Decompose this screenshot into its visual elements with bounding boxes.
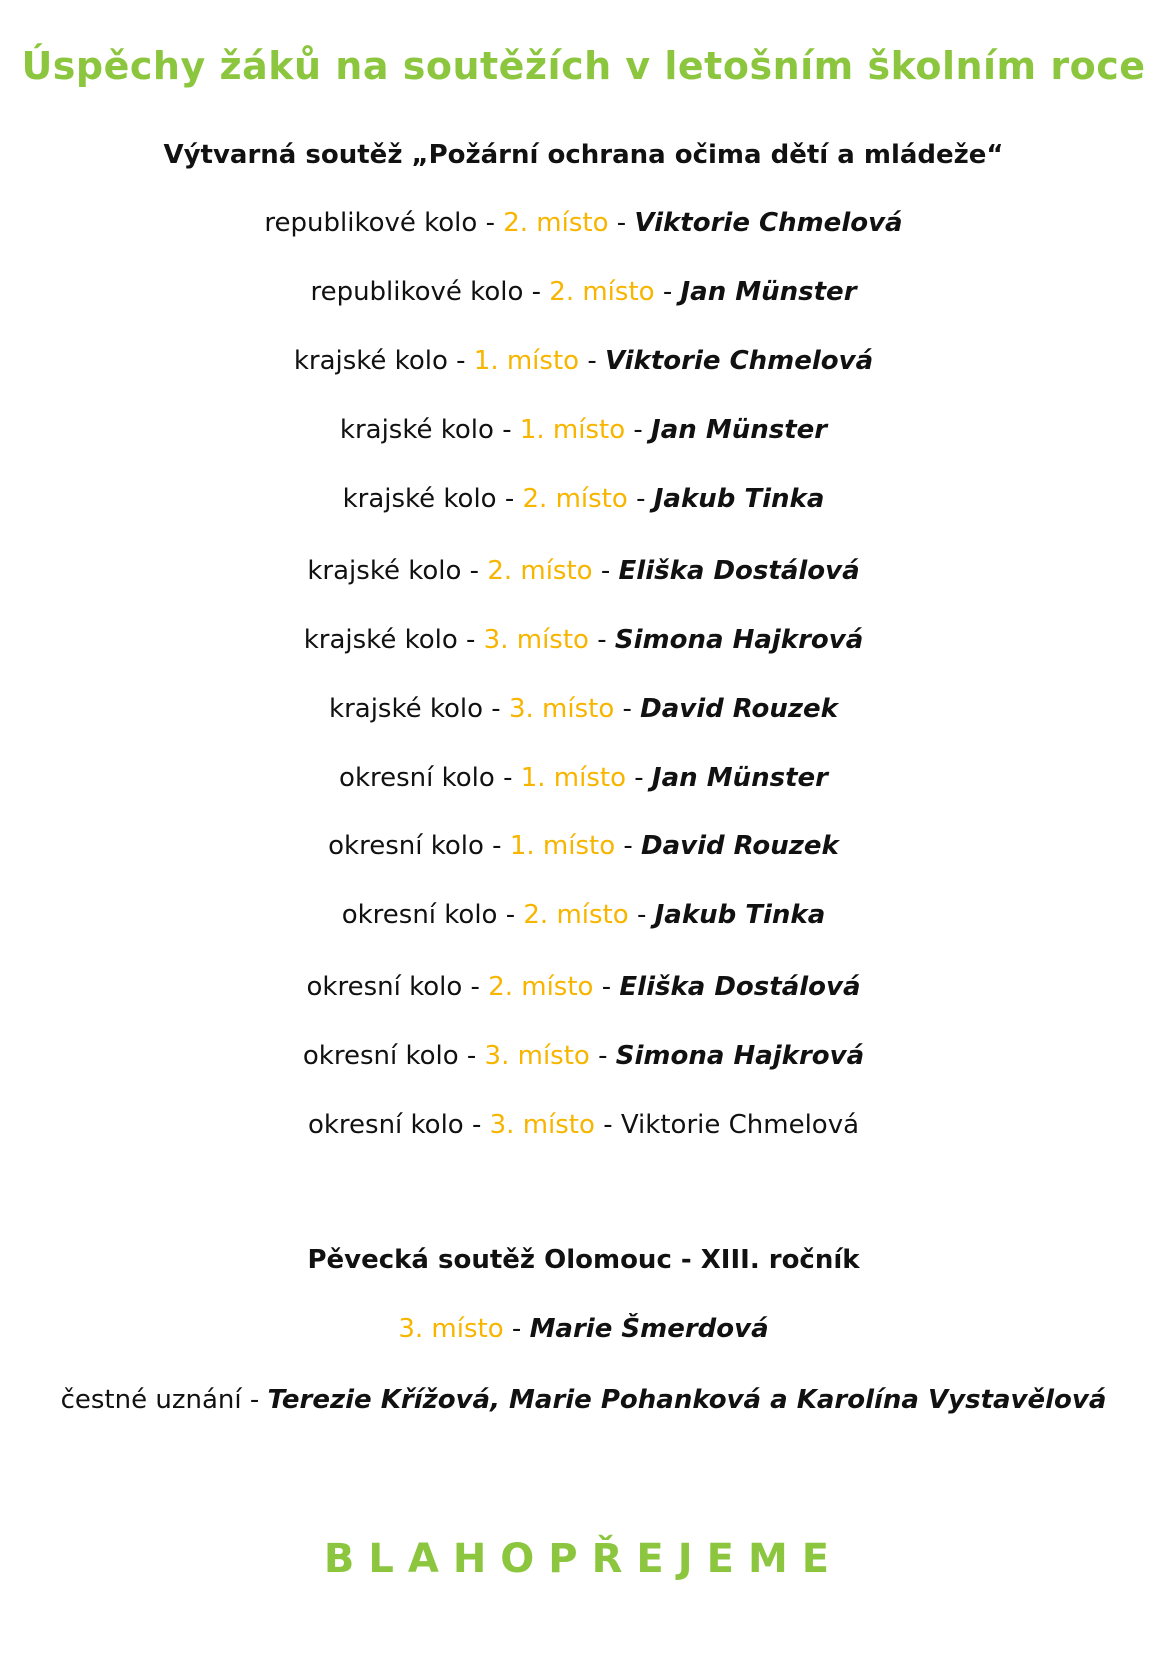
result-round: republikové kolo: [310, 277, 524, 307]
result-separator: -: [456, 346, 466, 376]
result-separator: -: [622, 694, 632, 724]
result-separator: -: [634, 763, 644, 793]
result-separator: -: [636, 484, 646, 514]
result-name: Jakub Tinka: [654, 900, 826, 930]
result-round: okresní kolo: [328, 831, 484, 861]
result-separator: -: [492, 831, 502, 861]
result-place: 1. místo: [473, 346, 580, 376]
result-separator: -: [600, 556, 611, 586]
result-round: krajské kolo: [329, 694, 484, 724]
result-separator: -: [601, 972, 612, 1002]
result-separator: -: [616, 208, 627, 238]
result-separator: -: [511, 1314, 522, 1344]
result-place: 3. místo: [483, 625, 589, 655]
honorable-mention-names: Terezie Křížová, Marie Pohanková a Karolína Vystavělová: [267, 1385, 1107, 1415]
result-separator: -: [662, 277, 673, 307]
result-name: Viktorie Chmelová: [620, 1110, 860, 1140]
result-place: 1. místo: [520, 763, 626, 793]
result-round: okresní kolo: [307, 1110, 464, 1140]
result-name: Marie Šmerdová: [529, 1314, 769, 1344]
result-name: Eliška Dostálová: [618, 556, 860, 586]
result-separator: -: [249, 1385, 260, 1415]
result-separator: -: [597, 625, 607, 655]
result-name: Simona Hajkrová: [615, 1041, 865, 1071]
result-name: Jakub Tinka: [653, 484, 825, 514]
result-line: [0, 900, 1167, 930]
result-name: David Rouzek: [640, 694, 838, 724]
result-name: Jan Münster: [651, 763, 828, 793]
result-round: republikové kolo: [264, 208, 478, 238]
result-line: [0, 1110, 1167, 1140]
result-line: [0, 415, 1167, 445]
result-line: [0, 556, 1167, 586]
result-separator: -: [485, 208, 495, 238]
result-place: 2. místo: [549, 277, 655, 307]
result-name: Jan Münster: [651, 415, 828, 445]
result-line: [0, 346, 1167, 376]
result-round: krajské kolo: [339, 415, 494, 445]
result-line: [0, 1314, 1167, 1344]
result-separator: -: [502, 415, 512, 445]
result-line: [0, 972, 1167, 1002]
result-line: [0, 1041, 1167, 1071]
result-separator: -: [505, 900, 516, 930]
result-round: krajské kolo: [293, 346, 448, 376]
result-round: krajské kolo: [342, 484, 497, 514]
result-round: okresní kolo: [341, 900, 498, 930]
result-place: 1. místo: [509, 831, 616, 861]
result-separator: -: [469, 556, 480, 586]
result-separator: -: [491, 694, 501, 724]
result-name: Viktorie Chmelová: [604, 346, 874, 376]
result-separator: -: [598, 1041, 608, 1071]
result-place: 3. místo: [489, 1110, 595, 1140]
result-place: 3. místo: [398, 1314, 504, 1344]
result-line: [0, 763, 1167, 793]
result-place: 2. místo: [523, 900, 629, 930]
result-line: [0, 208, 1167, 238]
result-place: 2. místo: [503, 208, 609, 238]
result-place: 2. místo: [522, 484, 628, 514]
result-separator: -: [633, 415, 643, 445]
result-place: 3. místo: [508, 694, 615, 724]
result-separator: -: [531, 277, 542, 307]
result-separator: -: [636, 900, 647, 930]
result-line: [0, 484, 1167, 514]
result-round: okresní kolo: [339, 763, 495, 793]
result-line: [0, 831, 1167, 861]
honorable-mention-label: čestné uznání: [60, 1385, 242, 1415]
result-separator: -: [471, 1110, 482, 1140]
result-round: krajské kolo: [307, 556, 462, 586]
result-separator: -: [504, 484, 515, 514]
result-separator: -: [466, 625, 476, 655]
closing-congratulations: BLAHOPŘEJEME: [323, 1536, 844, 1582]
result-separator: -: [587, 346, 597, 376]
result-line: [0, 625, 1167, 655]
result-name: Viktorie Chmelová: [634, 208, 903, 238]
result-place: 1. místo: [519, 415, 626, 445]
result-line: [0, 694, 1167, 724]
result-separator: -: [603, 1110, 613, 1140]
result-separator: -: [466, 1041, 477, 1071]
result-place: 2. místo: [487, 556, 593, 586]
result-place: 3. místo: [484, 1041, 590, 1071]
result-name: Simona Hajkrová: [614, 625, 864, 655]
result-line: [0, 277, 1167, 307]
result-round: krajské kolo: [303, 625, 458, 655]
section-heading-art-competition: Výtvarná soutěž „Požární ochrana očima dětí a mládeže“: [163, 140, 1004, 170]
result-name: Eliška Dostálová: [619, 972, 861, 1002]
result-name: David Rouzek: [641, 831, 839, 861]
section-heading-singing-competition: Pěvecká soutěž Olomouc - XIII. ročník: [307, 1245, 860, 1275]
result-place: 2. místo: [488, 972, 594, 1002]
result-separator: -: [470, 972, 480, 1002]
result-separator: -: [623, 831, 633, 861]
result-round: okresní kolo: [302, 1041, 459, 1071]
result-round: okresní kolo: [306, 972, 463, 1002]
result-separator: -: [503, 763, 513, 793]
honorable-mention-line: [0, 1385, 1167, 1415]
page-title: Úspěchy žáků na soutěžích v letošním školním roce: [21, 44, 1146, 88]
result-name: Jan Münster: [680, 277, 857, 307]
